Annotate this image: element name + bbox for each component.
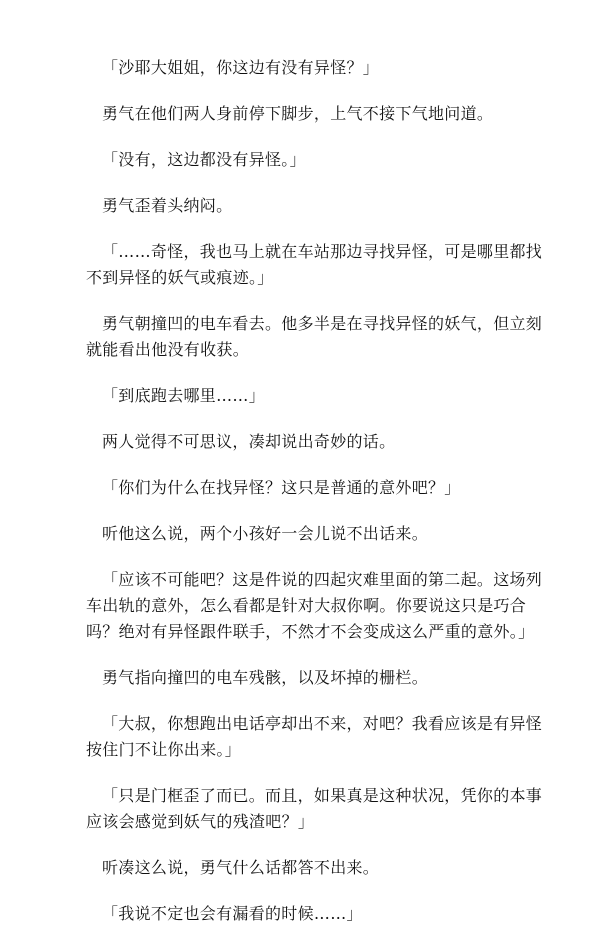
paragraph: 听凑这么说，勇气什么话都答不出来。 (102, 858, 380, 877)
paragraph: 「沙耶大姐姐，你这边有没有异怪？」 (102, 58, 380, 77)
paragraph: 勇气在他们两人身前停下脚步，上气不接下气地问道。 (102, 104, 494, 123)
paragraph: 「应该不可能吧？这是件说的四起灾难里面的第二起。这场列车出轨的意外，怎么看都是针对大叔你啊。你要说这只是巧合吗？绝对有异怪跟件联手，不然才不会变成这么严重的意外。」 (86, 570, 543, 641)
paragraph: 「你们为什么在找异怪？这只是普通的意外吧？」 (102, 478, 461, 497)
paragraph: 「没有，这边都没有异怪。」 (102, 150, 306, 169)
paragraph: 「大叔，你想跑出电话亭却出不来，对吧？我看应该是有异怪按住门不让你出来。」 (86, 714, 543, 759)
paragraph: 「我说不定也会有漏看的时候……」 (102, 904, 363, 923)
paragraph: 「到底跑去哪里……」 (102, 386, 266, 405)
paragraph: 「……奇怪，我也马上就在车站那边寻找异怪，可是哪里都找不到异怪的妖气或痕迹。」 (86, 242, 543, 287)
paragraph: 勇气歪着头纳闷。 (102, 196, 233, 215)
paragraph: 勇气朝撞凹的电车看去。他多半是在寻找异怪的妖气，但立刻就能看出他没有收获。 (86, 314, 543, 359)
paragraph: 两人觉得不可思议，凑却说出奇妙的话。 (102, 432, 396, 451)
paragraph: 听他这么说，两个小孩好一会儿说不出话来。 (102, 524, 429, 543)
paragraph: 「只是门框歪了而已。而且，如果真是这种状况，凭你的本事应该会感觉到妖气的残渣吧？」 (86, 786, 543, 831)
paragraph: 勇气指向撞凹的电车残骸，以及坏掉的栅栏。 (102, 668, 429, 687)
